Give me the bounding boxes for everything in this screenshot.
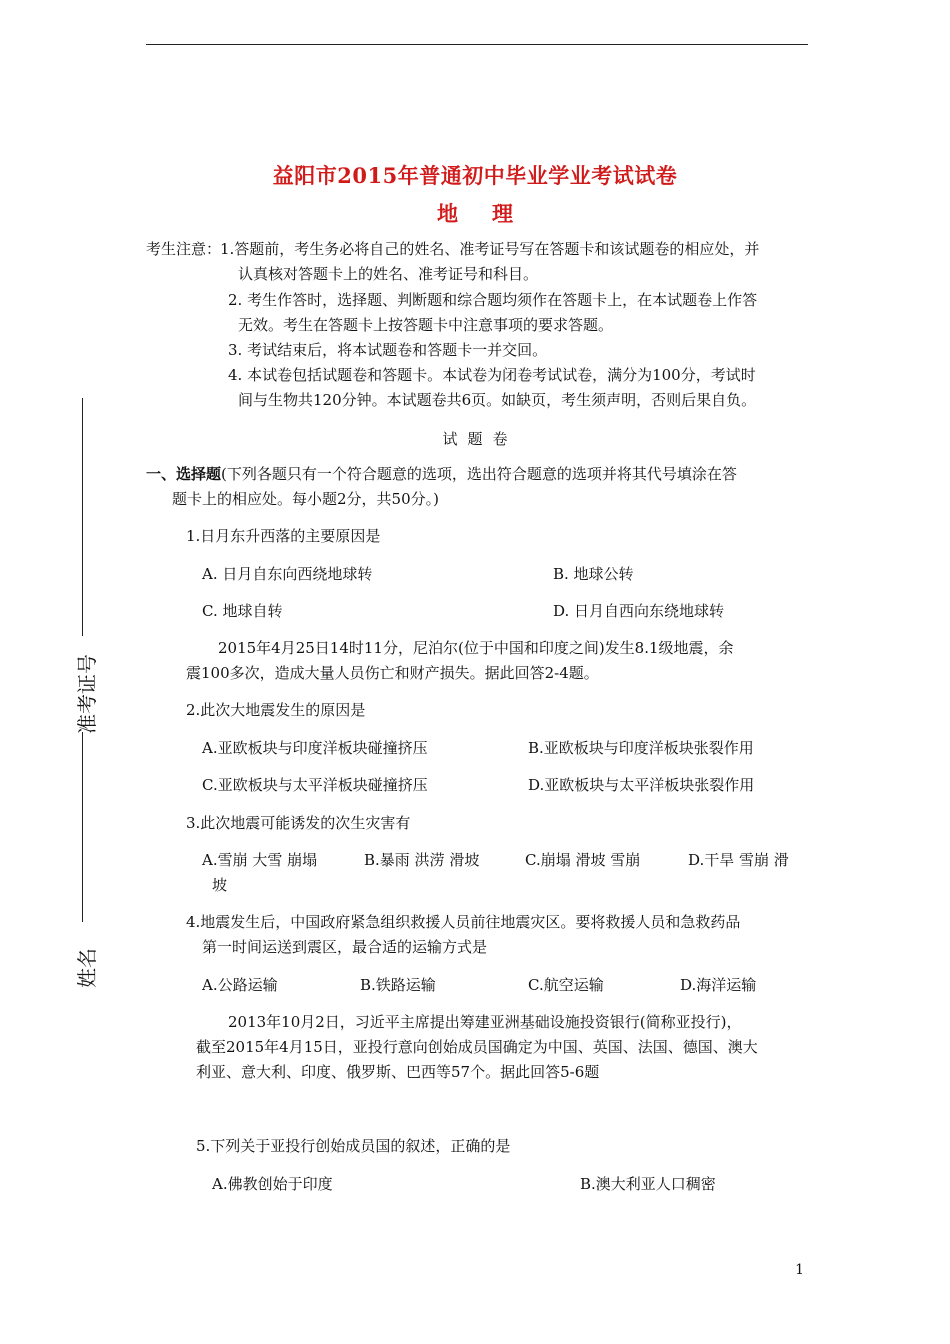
passage1-line2: 震100多次，造成大量人员伤亡和财产损失。据此回答2-4题。 — [186, 664, 599, 682]
q4-option-c: C.航空运输 — [528, 976, 604, 994]
part1-heading — [146, 463, 737, 484]
q5-option-b: B.澳大利亚人口稠密 — [580, 1175, 716, 1193]
passage1-line1: 2015年4月25日14时11分，尼泊尔(位于中国和印度之间)发生8.1级地震，余 — [218, 639, 734, 657]
part1-num: 一、 — [146, 465, 177, 483]
q4-option-b: B.铁路运输 — [360, 976, 436, 994]
q5-stem: 5.下列关于亚投行创始成员国的叙述，正确的是 — [196, 1137, 511, 1155]
q5-option-a: A.佛教创始于印度 — [212, 1175, 333, 1193]
notice-label: 考生注意： — [146, 240, 222, 258]
q2-option-a: A.亚欧板块与印度洋板块碰撞挤压 — [202, 739, 428, 757]
q2-option-b: B.亚欧板块与印度洋板块张裂作用 — [528, 739, 754, 757]
part1-desc2: 题卡上的相应处。每小题2分，共50分。) — [172, 490, 439, 508]
q4-option-a: A.公路运输 — [202, 976, 278, 994]
header-rule — [146, 44, 808, 45]
q4-stem-line1: 4.地震发生后，中国政府紧急组织救援人员前往地震灾区。要将救援人员和急救药品 — [186, 913, 741, 931]
notice-item-1-line2: 认真核对答题卡上的姓名、准考证号和科目。 — [238, 265, 539, 283]
subject-title: 地理 — [437, 201, 547, 226]
q1-option-b: B. 地球公转 — [553, 565, 634, 583]
q3-option-d: D.干旱 雪崩 滑 — [688, 851, 789, 869]
passage2-line2: 截至2015年4月15日，亚投行意向创始成员国确定为中国、英国、法国、德国、澳大 — [196, 1038, 758, 1056]
name-label: 姓名 — [75, 948, 99, 988]
q3-stem: 3.此次地震可能诱发的次生灾害有 — [186, 814, 411, 832]
exam-id-label: 准考证号 — [75, 654, 99, 734]
q3-option-d-cont: 坡 — [212, 876, 228, 894]
q3-option-c: C.崩塌 滑坡 雪崩 — [525, 851, 641, 869]
part1-name: 选择题 — [176, 465, 222, 483]
q3-option-a: A.雪崩 大雪 崩塌 — [202, 851, 318, 869]
q1-option-d: D. 日月自西向东绕地球转 — [553, 602, 725, 620]
passage2-line1: 2013年10月2日，习近平主席提出筹建亚洲基础设施投资银行(简称亚投行)， — [228, 1013, 742, 1031]
q1-option-c: C. 地球自转 — [202, 602, 283, 620]
passage2-line3: 利亚、意大利、印度、俄罗斯、巴西等57个。据此回答5-6题 — [196, 1063, 600, 1081]
part1-desc1: (下列各题只有一个符合题意的选项，选出符合题意的选项并将其代号填涂在答 — [221, 465, 737, 483]
notice-item-3-line1: 3. 考试结束后，将本试题卷和答题卡一并交回。 — [228, 341, 548, 359]
q3-option-b: B.暴雨 洪涝 滑坡 — [364, 851, 480, 869]
exam-title: 益阳市2015年普通初中毕业学业考试试卷 — [272, 163, 678, 188]
notice-item-1-line1: 1.答题前，考生务必将自己的姓名、准考证号写在答题卡和该试题卷的相应处，并 — [220, 240, 760, 258]
q2-option-c: C.亚欧板块与太平洋板块碰撞挤压 — [202, 776, 428, 794]
page-number: 1 — [795, 1262, 804, 1278]
exam-id-line-top — [82, 398, 83, 636]
notice-item-2-line1: 2. 考生作答时，选择题、判断题和综合题均须作在答题卡上，在本试题卷上作答 — [228, 291, 758, 309]
q1-option-a: A. 日月自东向西绕地球转 — [202, 565, 373, 583]
exam-id-line-bottom — [82, 732, 83, 922]
notice-item-2-line2: 无效。考生在答题卡上按答题卡中注意事项的要求答题。 — [238, 316, 614, 334]
q4-stem-line2: 第一时间运送到震区，最合适的运输方式是 — [202, 938, 488, 956]
q4-option-d: D.海洋运输 — [680, 976, 757, 994]
notice-item-4-line1: 4. 本试卷包括试题卷和答题卡。本试卷为闭卷考试试卷，满分为100分，考试时 — [228, 366, 756, 384]
q2-stem: 2.此次大地震发生的原因是 — [186, 701, 366, 719]
section-title: 试题卷 — [442, 430, 518, 448]
notice-item-4-line2: 间与生物共120分钟。本试题卷共6页。如缺页，考生须声明，否则后果自负。 — [238, 391, 757, 409]
q2-option-d: D.亚欧板块与太平洋板块张裂作用 — [528, 776, 755, 794]
q1-stem: 1.日月东升西落的主要原因是 — [186, 527, 381, 545]
